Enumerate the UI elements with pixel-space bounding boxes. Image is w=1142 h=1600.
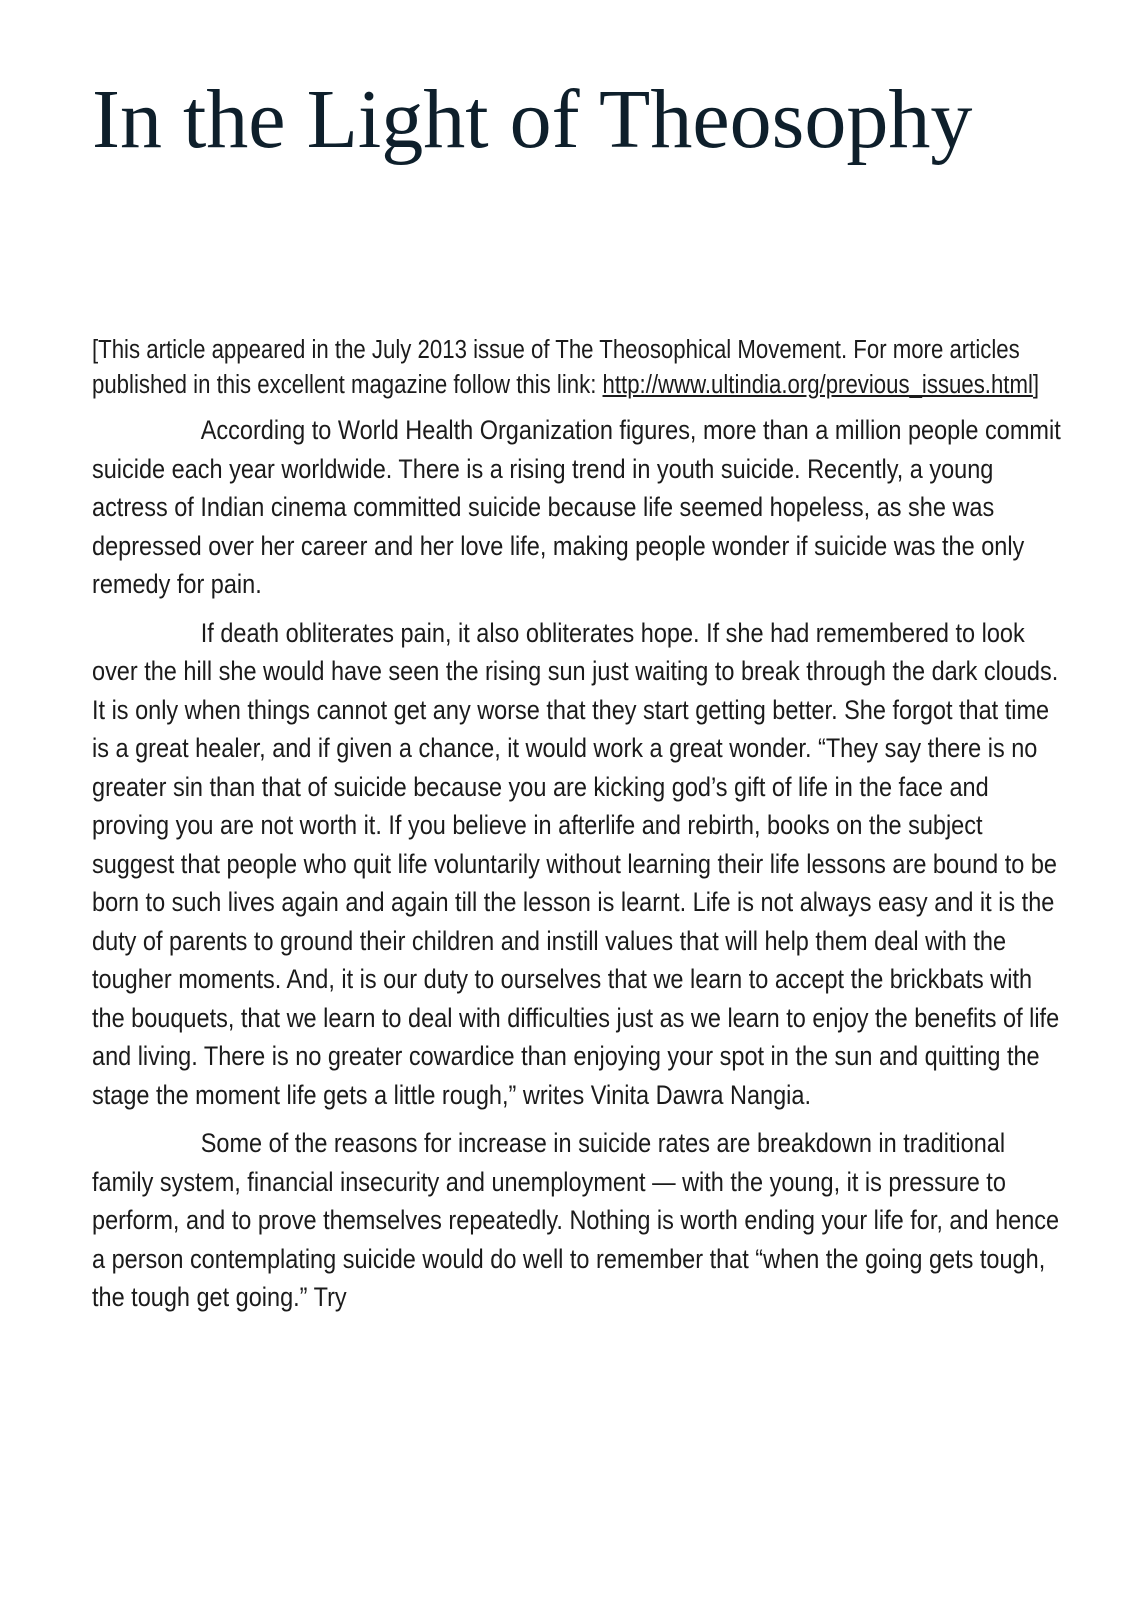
article-body <box>92 333 1064 1327</box>
paragraph-1: According to World Health Organization figures, more than a million people commit suicide each year worldwide. There is a rising trend in youth suicide. Recently, a young actress of Indian cinema committed suicide because life seemed hopeless, as she was depressed over her career and her love life, making people wonder if suicide was the only remedy for pain. <box>92 415 1061 599</box>
paragraph-3: Some of the reasons for increase in suicide rates are breakdown in traditional family system, financial insecurity and unemployment — with the young, it is pressure to perform, and to prove themselves repeatedly. Nothing is worth ending your life for, and hence a person contemplating suicide would do well to remember that “when the going gets tough, the tough get going.” Try <box>92 1128 1060 1312</box>
paragraph-2: If death obliterates pain, it also obliterates hope. If she had remembered to look over the hill she would have seen the rising sun just waiting to break through the dark clouds. It is only when things cannot get any worse that they start getting better. She forgot that time is a great healer, and if given a chance, it would work a great wonder. “They say there is no greater sin than that of suicide because you are kicking god’s gift of life in the face and proving you are not worth it. If you believe in afterlife and rebirth, books on the subject suggest that people who quit life voluntarily without learning their life lessons are bound to be born to such lives again and again till the lesson is learnt. Life is not always easy and it is the duty of parents to ground their children and instill values that will help them deal with the tougher moments. And, it is our duty to ourselves that we learn to accept the brickbats with the bouquets, that we learn to deal with difficulties just as we learn to enjoy the benefits of life and living. There is no greater cowardice than enjoying your spot in the sun and quitting the stage the moment life gets a little rough,” writes Vinita Dawra Nangia. <box>92 617 1060 1110</box>
previous-issues-link[interactable]: http://www.ultindia.org/previous_issues.html <box>602 371 1033 399</box>
publication-note <box>92 333 1064 403</box>
publication-note-closing: ] <box>1032 371 1040 399</box>
page-title: In the Light of Theosophy <box>92 73 973 166</box>
publication-note-text: [This article appeared in the July 2013 issue of The Theosophical Movement. For more articles published in this excellent magazine follow this link: <box>92 336 1020 399</box>
